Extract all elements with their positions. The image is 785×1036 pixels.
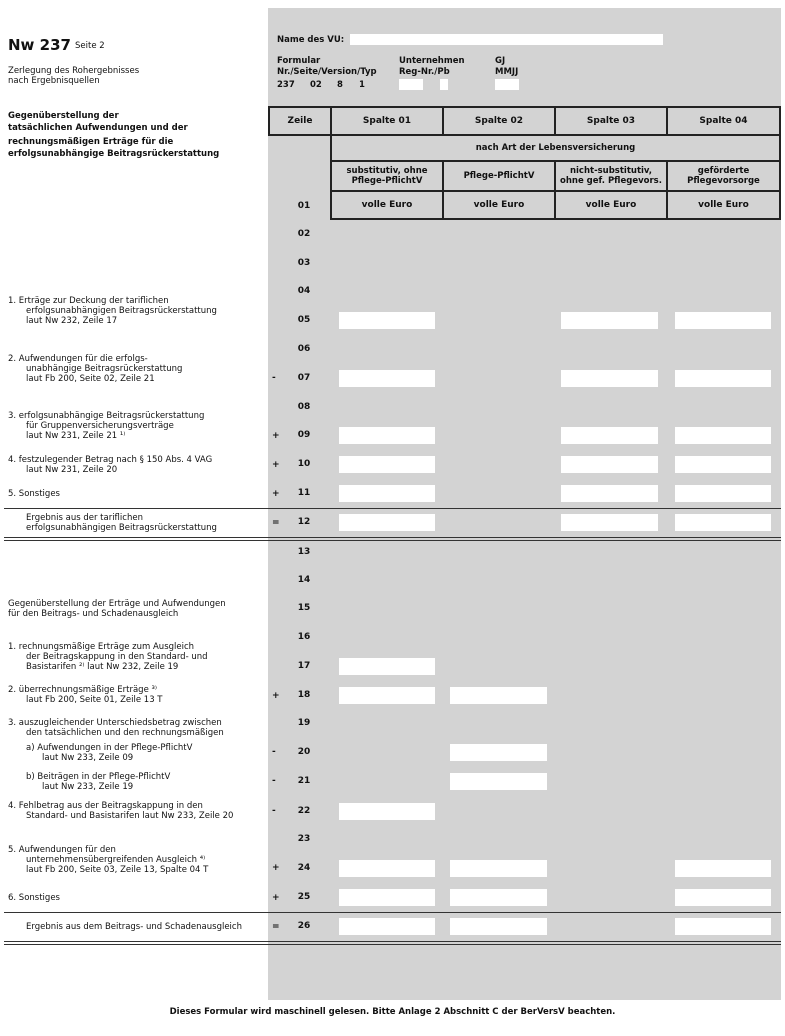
sub-header-03	[554, 160, 668, 192]
field-07-s04[interactable]	[675, 370, 771, 387]
sub03-l2: ohne gef. Pflegevors.	[560, 176, 662, 186]
formular-sub: Nr./Seite/Version/Typ	[277, 67, 377, 77]
zeile-21: 21	[297, 776, 311, 786]
double-rule-2a	[4, 941, 781, 942]
zeile-20: 20	[297, 747, 311, 757]
field-05-s01[interactable]	[339, 312, 435, 329]
field-25-s02[interactable]	[450, 889, 547, 906]
unit-04: volle Euro	[666, 190, 781, 220]
field-10-s04[interactable]	[675, 456, 771, 473]
sign-11: +	[272, 489, 280, 499]
zeile-24: 24	[297, 863, 311, 873]
item1-2-l1: 2. Aufwendungen für die erfolgs-	[8, 354, 148, 364]
pb-input[interactable]	[440, 79, 448, 90]
field-24-s04[interactable]	[675, 860, 771, 877]
item1-3-l1: 3. erfolgsunabhängige Beitragsrückerstattung	[8, 411, 205, 421]
zeile-02: 02	[297, 229, 311, 239]
item2-3-l1: 3. auszugleichender Unterschiedsbetrag zwischen	[8, 718, 222, 728]
item2-1-l1: 1. rechnungsmäßige Erträge zum Ausgleich	[8, 642, 195, 652]
zeile-06: 06	[297, 344, 311, 354]
divider-above-26	[4, 912, 781, 913]
field-17-s01[interactable]	[339, 658, 435, 675]
formular-label: Formular	[277, 56, 321, 66]
zeile-13: 13	[297, 547, 311, 557]
unit-02: volle Euro	[442, 190, 556, 220]
zeile-17: 17	[297, 661, 311, 671]
sign-21: -	[272, 776, 276, 786]
spalte04-header: Spalte 04	[666, 106, 781, 136]
gj-label: GJ	[495, 56, 506, 66]
double-rule-2b	[4, 944, 781, 945]
double-rule-1a	[4, 537, 781, 538]
formular-nr: 237	[277, 80, 295, 90]
group-header: nach Art der Lebensversicherung	[330, 134, 781, 162]
item1-1-l3: laut Nw 232, Zeile 17	[26, 316, 118, 326]
vu-name-input[interactable]	[350, 34, 663, 45]
field-09-s03[interactable]	[561, 427, 658, 444]
subtitle-line1: Zerlegung des Rohergebnisses	[8, 66, 140, 76]
item2-3-l2: den tatsächlichen und den rechnungsmäßigen	[26, 728, 224, 738]
item2-1-l2: der Beitragskappung in den Standard- und	[26, 652, 208, 662]
zeile-16: 16	[297, 632, 311, 642]
sub-header-04	[666, 160, 781, 192]
item1-3-l2: für Gruppenversicherungsverträge	[26, 421, 174, 431]
sign-09: +	[272, 431, 280, 441]
field-05-s04[interactable]	[675, 312, 771, 329]
item2-5-l2: unternehmensübergreifenden Ausgleich ⁴⁾	[26, 855, 206, 865]
field-12-s01[interactable]	[339, 514, 435, 531]
section1-line4: erfolgsunabhängige Beitragsrückerstattung	[8, 149, 220, 159]
zeile-09: 09	[297, 430, 311, 440]
field-18-s01[interactable]	[339, 687, 435, 704]
section2-line1: Gegenüberstellung der Erträge und Aufwendungen	[8, 599, 226, 609]
reg-nr-input[interactable]	[399, 79, 423, 90]
field-11-s04[interactable]	[675, 485, 771, 502]
spalte01-header: Spalte 01	[330, 106, 444, 136]
field-11-s01[interactable]	[339, 485, 435, 502]
zeile-11: 11	[297, 488, 311, 498]
field-18-s02[interactable]	[450, 687, 547, 704]
item2-3a-l2: laut Nw 233, Zeile 09	[42, 753, 134, 763]
item1-1-l1: 1. Erträge zur Deckung der tariflichen	[8, 296, 169, 306]
item1-2-l2: unabhängige Beitragsrückerstattung	[26, 364, 183, 374]
item2-4-l2: Standard- und Basistarifen laut Nw 233, Zeile 20	[26, 811, 234, 821]
item1-3-l3: laut Nw 231, Zeile 21 ¹⁾	[26, 431, 126, 441]
divider-above-12	[4, 508, 781, 509]
sign-20: -	[272, 747, 276, 757]
item1-1-l2: erfolgsunabhängigen Beitragsrückerstattung	[26, 306, 217, 316]
field-22-s01[interactable]	[339, 803, 435, 820]
sign-12: =	[272, 518, 280, 528]
item1-2-l3: laut Fb 200, Seite 02, Zeile 21	[26, 374, 155, 384]
page-number: Seite 2	[75, 41, 105, 51]
formular-seite: 02	[310, 80, 322, 90]
result2-l1: Ergebnis aus dem Beitrags- und Schadenausgleich	[26, 922, 242, 932]
zeile-07: 07	[297, 373, 311, 383]
field-21-s02[interactable]	[450, 773, 547, 790]
field-09-s01[interactable]	[339, 427, 435, 444]
field-25-s01[interactable]	[339, 889, 435, 906]
sub03-l1: nicht-substitutiv,	[569, 166, 653, 176]
field-25-s04[interactable]	[675, 889, 771, 906]
field-20-s02[interactable]	[450, 744, 547, 761]
zeile-10: 10	[297, 459, 311, 469]
footer-note: Dieses Formular wird maschinell gelesen. Bitte Anlage 2 Abschnitt C der BerVersV beachten.	[169, 1007, 616, 1017]
zeile-01: 01	[297, 201, 311, 211]
unit-01: volle Euro	[330, 190, 444, 220]
zeile-22: 22	[297, 806, 311, 816]
field-05-s03[interactable]	[561, 312, 658, 329]
field-12-s03[interactable]	[561, 514, 658, 531]
field-12-s04[interactable]	[675, 514, 771, 531]
zeile-12: 12	[297, 517, 311, 527]
sub02-l1: Pflege-PflichtV	[463, 171, 535, 181]
item2-2-l1: 2. überrechnungsmäßige Erträge ³⁾	[8, 685, 158, 695]
item2-3b-l1: b) Beiträgen in der Pflege-PflichtV	[26, 772, 171, 782]
zeile-25: 25	[297, 892, 311, 902]
zeile-14: 14	[297, 575, 311, 585]
sub-header-01	[330, 160, 444, 192]
section2-line2: für den Beitrags- und Schadenausgleich	[8, 609, 179, 619]
gj-input[interactable]	[495, 79, 519, 90]
field-11-s03[interactable]	[561, 485, 658, 502]
sub01-l2: Pflege-PflichtV	[351, 176, 423, 186]
sign-26: =	[272, 922, 280, 932]
subtitle-line2: nach Ergebnisquellen	[8, 76, 100, 86]
zeile-header: Zeile	[268, 106, 332, 136]
field-24-s02[interactable]	[450, 860, 547, 877]
field-09-s04[interactable]	[675, 427, 771, 444]
formular-typ: 1	[359, 80, 365, 90]
section1-line3: rechnungsmäßigen Erträge für die	[8, 137, 174, 147]
double-rule-1b	[4, 540, 781, 541]
sign-25: +	[272, 893, 280, 903]
section1-line1: Gegenüberstellung der	[8, 111, 119, 121]
item2-4-l1: 4. Fehlbetrag aus der Beitragskappung in den	[8, 801, 203, 811]
item1-5-l1: 5. Sonstiges	[8, 489, 60, 499]
sign-07: -	[272, 373, 276, 383]
field-07-s03[interactable]	[561, 370, 658, 387]
field-26-s02[interactable]	[450, 918, 547, 935]
item2-2-l2: laut Fb 200, Seite 01, Zeile 13 T	[26, 695, 163, 705]
item2-1-l3: Basistarifen ²⁾ laut Nw 232, Zeile 19	[26, 662, 179, 672]
vu-label: Name des VU:	[277, 35, 345, 45]
item2-5-l3: laut Fb 200, Seite 03, Zeile 13, Spalte 04 T	[26, 865, 209, 875]
item1-4-l2: laut Nw 231, Zeile 20	[26, 465, 118, 475]
gj-sub: MMJJ	[495, 67, 519, 77]
field-10-s03[interactable]	[561, 456, 658, 473]
sign-18: +	[272, 691, 280, 701]
field-10-s01[interactable]	[339, 456, 435, 473]
field-26-s04[interactable]	[675, 918, 771, 935]
item2-6-l1: 6. Sonstiges	[8, 893, 60, 903]
zeile-19: 19	[297, 718, 311, 728]
sign-10: +	[272, 460, 280, 470]
unit-03: volle Euro	[554, 190, 668, 220]
formular-version: 8	[337, 80, 343, 90]
unternehmen-label: Unternehmen	[399, 56, 465, 66]
sub04-l2: Pflegevorsorge	[687, 176, 760, 186]
form-code: Nw 237	[8, 36, 71, 54]
item2-3a-l1: a) Aufwendungen in der Pflege-PflichtV	[26, 743, 193, 753]
result1-l1: Ergebnis aus der tariflichen	[26, 513, 143, 523]
spalte02-header: Spalte 02	[442, 106, 556, 136]
field-07-s01[interactable]	[339, 370, 435, 387]
zeile-04: 04	[297, 286, 311, 296]
zeile-03: 03	[297, 258, 311, 268]
field-24-s01[interactable]	[339, 860, 435, 877]
result1-l2: erfolgsunabhängigen Beitragsrückerstattung	[26, 523, 217, 533]
zeile-08: 08	[297, 402, 311, 412]
zeile-05: 05	[297, 315, 311, 325]
item1-4-l1: 4. festzulegender Betrag nach § 150 Abs. 4 VAG	[8, 455, 213, 465]
unternehmen-sub: Reg-Nr./Pb	[399, 67, 450, 77]
zeile-18: 18	[297, 690, 311, 700]
zeile-15: 15	[297, 603, 311, 613]
spalte03-header: Spalte 03	[554, 106, 668, 136]
item2-3b-l2: laut Nw 233, Zeile 19	[42, 782, 134, 792]
sign-24: +	[272, 863, 280, 873]
sub04-l1: geförderte	[697, 166, 750, 176]
field-26-s01[interactable]	[339, 918, 435, 935]
zeile-26: 26	[297, 921, 311, 931]
zeile-23: 23	[297, 834, 311, 844]
sub-header-02	[442, 160, 556, 192]
item2-5-l1: 5. Aufwendungen für den	[8, 845, 116, 855]
sign-22: -	[272, 806, 276, 816]
section1-line2: tatsächlichen Aufwendungen und der	[8, 123, 188, 133]
sub01-l1: substitutiv, ohne	[346, 166, 428, 176]
